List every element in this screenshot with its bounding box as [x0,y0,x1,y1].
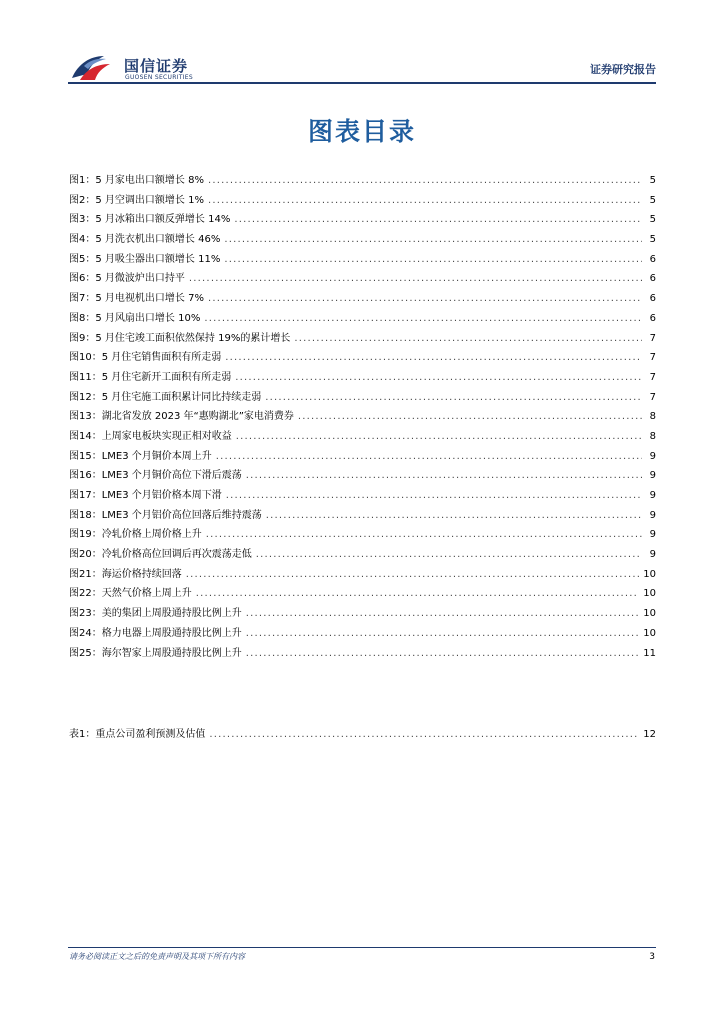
toc-entry-title: 海运价格持续回落 [101,568,182,580]
toc-entry-title: 格力电器上周股通持股比例上升 [101,627,242,639]
toc-entry[interactable] [69,289,656,309]
toc-entry[interactable] [69,191,656,211]
toc-leader-dots [208,289,642,309]
toc-entry-title: 5 月住宅施工面积累计同比持续走弱 [101,391,262,403]
toc-entry[interactable] [69,584,656,604]
toc-entry[interactable] [69,486,656,506]
toc-entry[interactable] [69,525,656,545]
toc-entry-page: 7 [649,352,656,364]
toc-entry[interactable] [69,348,656,368]
toc-entry-label: 图9： [69,332,96,344]
toc-entry-label: 图21： [69,568,102,580]
report-type-label: 证券研究报告 [590,63,656,76]
toc-entry-page: 9 [649,549,656,561]
toc-leader-dots [246,644,640,664]
toc-entry-label: 图7： [69,293,96,305]
toc-leader-dots [246,466,642,486]
toc-entry-page: 10 [643,608,656,620]
logo-text-en: GUOSEN SECURITIES [125,74,194,81]
guosen-logo-icon [70,52,114,82]
toc-entry-page: 8 [649,411,656,423]
toc-entry-page: 10 [643,568,656,580]
toc-entry-page: 9 [649,450,656,462]
toc-entry[interactable] [69,466,656,486]
toc-leader-dots [209,725,639,745]
toc-entry-title: 5 月微波炉出口持平 [95,273,185,285]
toc-entry-page: 8 [649,430,656,442]
toc-entry-label: 图12： [69,391,102,403]
toc-leader-dots [234,210,642,230]
toc-entry-label: 图11： [69,371,102,383]
toc-entry-label: 图22： [69,588,102,600]
toc-entry[interactable] [69,427,656,447]
toc-entry-label: 表1： [69,729,96,740]
toc-leader-dots [189,269,642,289]
toc-entry[interactable] [69,644,656,664]
toc-entry-title: 5 月冰箱出口额反弹增长 14% [95,214,231,226]
toc-entry-title: 海尔智家上周股通持股比例上升 [101,647,242,659]
toc-entry[interactable] [69,269,656,289]
toc-entry-label: 图25： [69,647,102,659]
toc-entry[interactable] [69,388,656,408]
toc-entry-page: 7 [649,332,656,344]
disclaimer-text: 请务必阅读正文之后的免责声明及其项下所有内容 [69,952,245,961]
toc-entry-page: 12 [643,729,656,740]
toc-leader-dots [206,525,642,545]
toc-entry-page: 6 [649,312,656,324]
page-number: 3 [649,952,655,962]
toc-entry-page: 5 [649,194,656,206]
toc-entry-title: 5 月洗衣机出口额增长 46% [95,234,221,246]
toc-entry-title: 5 月住宅新开工面积有所走弱 [101,371,232,383]
toc-leader-dots [196,584,640,604]
toc-entry-label: 图6： [69,273,96,285]
toc-entry-label: 图1： [69,175,96,186]
toc-entry-label: 图18： [69,509,102,521]
toc-entry-title: 5 月住宅竣工面积依然保持 19%的累计增长 [95,332,291,344]
toc-leader-dots [256,545,642,565]
toc-entry-title: LME3 个月铜价高位下滑后震荡 [101,470,242,482]
toc-leader-dots [246,624,640,644]
toc-entry-page: 9 [649,529,656,541]
toc-entry[interactable] [69,506,656,526]
toc-entry-page: 10 [643,588,656,600]
toc-leader-dots [298,407,642,427]
footer-divider [68,947,656,948]
toc-entry[interactable] [69,624,656,644]
toc-entry-title: 冷轧价格高位回调后再次震荡走低 [101,549,252,561]
toc-entry-title: LME3 个月铝价高位回落后维持震荡 [101,509,262,521]
toc-leader-dots [266,506,642,526]
toc-entry-title: 5 月风扇出口增长 10% [95,312,201,324]
toc-leader-dots [226,486,642,506]
toc-entry-page: 11 [643,647,656,659]
toc-entry[interactable] [69,171,656,191]
toc-entry-label: 图17： [69,490,102,501]
toc-entry-label: 图4： [69,234,96,246]
toc-leader-dots [246,604,640,624]
toc-entry-title: 上周家电板块实现正相对收益 [101,430,232,442]
page-header [68,48,656,88]
toc-leader-dots [265,388,642,408]
toc-entry-label: 图15： [69,450,102,462]
toc-title: 图表目录 [307,117,416,146]
toc-entry-label: 图5： [69,253,96,265]
toc-entry[interactable] [69,407,656,427]
header-divider [68,82,656,84]
toc-entry-title: 5 月吸尘器出口额增长 11% [95,253,221,265]
toc-entry[interactable] [69,545,656,565]
toc-entry-page: 6 [649,253,656,265]
table-list [69,725,656,745]
toc-entry-title: LME3 个月铜价本周上升 [101,450,212,462]
logo-text-cn: 国信证券 [124,57,189,75]
toc-entry-page: 6 [649,273,656,285]
toc-entry-label: 图20： [69,549,102,561]
toc-leader-dots [224,250,642,270]
toc-entry-title: 美的集团上周股通持股比例上升 [101,608,242,620]
toc-entry-page: 5 [649,175,656,186]
toc-entry-page: 7 [649,391,656,403]
toc-entry[interactable] [69,604,656,624]
toc-entry-label: 图24： [69,627,102,639]
toc-entry-title: 5 月住宅销售面积有所走弱 [101,352,222,364]
toc-entry-title: 重点公司盈利预测及估值 [95,729,206,740]
toc-entry-label: 图3： [69,214,96,226]
toc-entry-title: 5 月电视机出口增长 7% [95,293,204,305]
toc-entry-label: 图2： [69,194,96,206]
toc-entry-page: 5 [649,214,656,226]
guosen-logo [70,52,210,84]
toc-entry[interactable] [69,210,656,230]
toc-entry[interactable] [69,230,656,250]
toc-entry-title: 5 月空调出口额增长 1% [95,194,204,206]
toc-entry-page: 9 [649,470,656,482]
toc-leader-dots [236,427,642,447]
toc-leader-dots [204,309,642,329]
toc-entry-page: 9 [649,490,656,501]
toc-entry-title: 5 月家电出口额增长 8% [95,175,204,186]
toc-entry-title: 天然气价格上周上升 [101,588,192,600]
toc-entry[interactable] [69,329,656,349]
toc-entry-page: 5 [649,234,656,246]
toc-entry[interactable] [69,447,656,467]
toc-entry-page: 6 [649,293,656,305]
toc-entry-title: 冷轧价格上周价格上升 [101,529,202,541]
toc-entry-label: 图23： [69,608,102,620]
toc-entry-label: 图14： [69,430,102,442]
toc-leader-dots [224,230,642,250]
toc-entry-label: 图13： [69,411,102,423]
toc-entry[interactable] [69,368,656,388]
toc-leader-dots [216,447,642,467]
toc-leader-dots [208,171,642,191]
toc-leader-dots [186,565,640,585]
toc-leader-dots [225,348,642,368]
toc-entry[interactable] [69,565,656,585]
toc-entry-label: 图19： [69,529,102,541]
toc-entry[interactable] [69,250,656,270]
toc-entry-label: 图10： [69,352,102,364]
toc-entry-label: 图8： [69,312,96,324]
toc-entry[interactable] [69,725,656,745]
figure-list [69,171,656,663]
toc-entry-page: 10 [643,627,656,639]
toc-entry-title: 湖北省发放 2023 年“惠购湖北”家电消费券 [101,411,294,423]
toc-entry-page: 9 [649,509,656,521]
toc-leader-dots [208,191,642,211]
toc-entry-title: LME3 个月铝价格本周下滑 [101,490,222,501]
toc-leader-dots [294,329,642,349]
toc-entry[interactable] [69,309,656,329]
toc-leader-dots [235,368,642,388]
toc-entry-label: 图16： [69,470,102,482]
toc-entry-page: 7 [649,371,656,383]
